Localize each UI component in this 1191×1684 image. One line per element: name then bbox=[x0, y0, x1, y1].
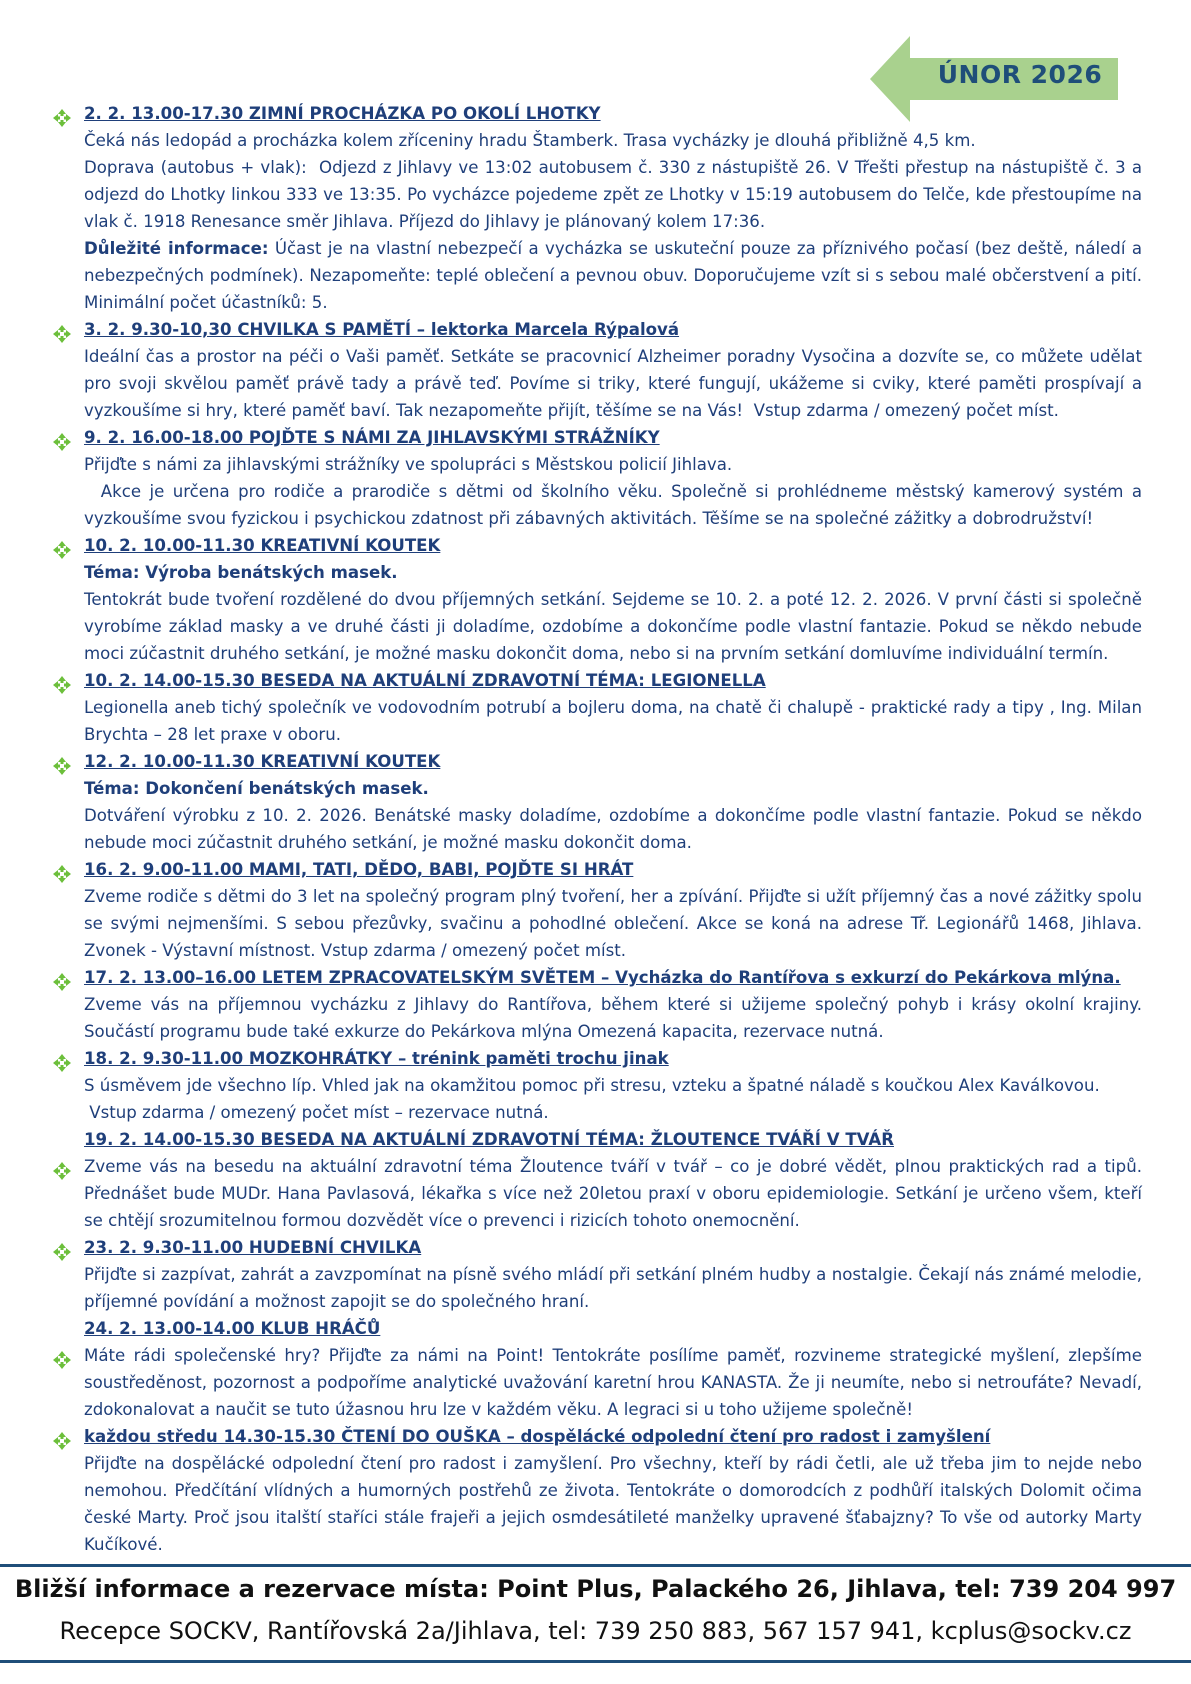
event-item bbox=[52, 532, 1148, 667]
footer-contact-secondary: Recepce SOCKV, Rantířovská 2a/Jihlava, tel: 739 250 883, 567 157 941, kcplus@sockv.cz bbox=[59, 1617, 1132, 1645]
event-description: Přijďte si zazpívat, zahrát a zavzpomínat na písně svého mládí při setkání plném hudby a nostalgie. Čekají nás známé melodie, příjemné povídání a možnost zapojit se do společného hraní. bbox=[84, 1265, 1148, 1311]
month-label: ÚNOR 2026 bbox=[937, 60, 1103, 89]
event-title: 18. 2. 9.30-11.00 MOZKOHRÁTKY – trénink paměti trochu jinak bbox=[84, 1049, 669, 1068]
recycle-arrows-icon bbox=[52, 1350, 72, 1370]
footer-bottom-divider bbox=[0, 1660, 1191, 1663]
event-description: Máte rádi společenské hry? Přijďte za námi na Point! Tentokráte posílíme paměť, rozvineme strategické myšlení, zlepšíme soustředěnost, pozornost a podpoříme analytické uvažování karetní hrou KANASTA. Že ji neumíte, nebo si netroufáte? Nevadí, zdokonalovat a naučit se tuto úžasnou hru lze v každém věku. A legraci si u toho užijeme společně! bbox=[84, 1346, 1148, 1419]
event-item bbox=[52, 856, 1148, 964]
event-description: Dotváření výrobku z 10. 2. 2026. Benátské masky doladíme, ozdobíme a dokončíme podle vlastní fantazie. Pokud se někdo nebude moci zúčastnit druhého setkání, je možné masku dokončit doma. bbox=[84, 806, 1148, 852]
event-item bbox=[52, 1423, 1148, 1558]
event-description: Čeká nás ledopád a procházka kolem zříceniny hradu Štamberk. Trasa vycházky je dlouhá přibližně 4,5 km. bbox=[84, 131, 976, 150]
event-description: Zveme rodiče s dětmi do 3 let na společný program plný tvoření, her a zpívání. Přijďte si užít příjemný čas a nové zážitky spolu se svými nejmenšími. S sebou přezůvky, svačinu a pohodlné oblečení. Akce se koná na adrese Tř. Legionářů 1468, Jihlava. Zvonek - Výstavní místnost. Vstup zdarma / omezený počet míst. bbox=[84, 887, 1148, 960]
event-description: Přijďte s námi za jihlavskými strážníky ve spolupráci s Městskou policií Jihlava. bbox=[84, 455, 733, 474]
event-item bbox=[52, 1234, 1148, 1315]
event-title: 10. 2. 10.00-11.30 KREATIVNÍ KOUTEK bbox=[84, 536, 441, 555]
events-list bbox=[52, 100, 1148, 1558]
event-topic: Téma: Výroba benátských masek. bbox=[84, 563, 398, 582]
event-title: 16. 2. 9.00-11.00 MAMI, TATI, DĚDO, BABI, POJĎTE SI HRÁT bbox=[84, 860, 634, 879]
event-title: 10. 2. 14.00-15.30 BESEDA NA AKTUÁLNÍ ZDRAVOTNÍ TÉMA: LEGIONELLA bbox=[84, 671, 766, 690]
event-title: každou středu 14.30-15.30 ČTENÍ DO OUŠKA – dospělácké odpolední čtení pro radost i zamyšlení bbox=[84, 1427, 991, 1446]
event-title: 9. 2. 16.00-18.00 POJĎTE S NÁMI ZA JIHLAVSKÝMI STRÁŽNÍKY bbox=[84, 428, 660, 447]
recycle-arrows-icon bbox=[52, 1242, 72, 1262]
event-item bbox=[52, 1126, 1148, 1234]
recycle-arrows-icon bbox=[52, 108, 72, 128]
event-description: Tentokrát bude tvoření rozdělené do dvou příjemných setkání. Sejdeme se 10. 2. a poté 12. 2. 2026. V první části si společně vyrobíme základ masky a ve druhé části ji doladíme, ozdobíme a dokončíme podle vlastní fantazie. Pokud se někdo nebude moci zúčastnit druhého setkání, je možné masku dokončit doma, nebo si na prvním setkání domluvíme individuální termín. bbox=[84, 590, 1148, 663]
event-item bbox=[52, 1045, 1142, 1126]
recycle-arrows-icon bbox=[52, 675, 72, 695]
event-description: Vstup zdarma / omezený počet míst – rezervace nutná. bbox=[84, 1103, 549, 1122]
event-description: Zveme vás na příjemnou vycházku z Jihlavy do Rantířova, během které si užijeme společný pohyb i krásy okolní krajiny. Součástí programu bude také exkurze do Pekárkova mlýna Omezená kapacita, rezervace nutná. bbox=[84, 995, 1148, 1041]
recycle-arrows-icon bbox=[52, 864, 72, 884]
event-title: 3. 2. 9.30-10,30 CHVILKA S PAMĚTÍ – lektorka Marcela Rýpalová bbox=[84, 320, 680, 339]
recycle-arrows-icon bbox=[52, 1161, 72, 1181]
important-info-text: Účast je na vlastní nebezpečí a vycházka se uskuteční pouze za příznivého počasí (bez deště, náledí a nebezpečných podmínek). Nezapomeňte: teplé oblečení a pevnou obuv. Doporučujeme vzít si s sebou malé občerstvení a pití. Minimální počet účastníků: 5. bbox=[84, 239, 1143, 312]
event-item bbox=[52, 424, 1148, 532]
event-title: 12. 2. 10.00-11.30 KREATIVNÍ KOUTEK bbox=[84, 752, 441, 771]
event-description: Přijďte na dospělácké odpolední čtení pro radost i zamyšlení. Pro všechny, kteří by rádi četli, ale už třeba jim to nejde nebo nemohou. Předčítání vlídných a humorných postřehů ze života. Tentokráte o domorodcích z podhůří italských Dolomit očima české Marty. Proč jsou italští staříci stále frajeři a jejich osmdesátileté manželky upravené šťabajzny? To vše od autorky Marty Kučíkové. bbox=[84, 1454, 1148, 1554]
footer-contact-primary: Bližší informace a rezervace místa: Point Plus, Palackého 26, Jihlava, tel: 739 204 997 bbox=[14, 1575, 1177, 1603]
recycle-arrows-icon bbox=[52, 324, 72, 344]
recycle-arrows-icon bbox=[52, 756, 72, 776]
important-info-label: Důležité informace: bbox=[84, 239, 269, 258]
event-title: 23. 2. 9.30-11.00 HUDEBNÍ CHVILKA bbox=[84, 1238, 422, 1257]
event-item bbox=[52, 100, 1148, 316]
event-description: Legionella aneb tichý společník ve vodovodním potrubí a bojleru doma, na chatě či chalupě - praktické rady a tipy , Ing. Milan Brychta – 28 let praxe v oboru. bbox=[84, 698, 1148, 744]
event-description: S úsměvem jde všechno líp. Vhled jak na okamžitou pomoc při stresu, vzteku a špatné náladě s koučkou Alex Kaválkovou. bbox=[84, 1076, 1100, 1095]
recycle-arrows-icon bbox=[52, 432, 72, 452]
event-description: Doprava (autobus + vlak): Odjezd z Jihlavy ve 13:02 autobusem č. 330 z nástupiště 26. V Třešti přestup na nástupiště č. 3 a odjezd do Lhotky linkou 333 ve 13:35. Po vycházce pojedeme zpět ze Lhotky v 15:19 autobusem do Telče, kde přestoupíme na vlak č. 1918 Renesance směr Jihlava. Příjezd do Jihlavy je plánovaný kolem 17:36. bbox=[84, 158, 1148, 231]
event-topic: Téma: Dokončení benátských masek. bbox=[84, 779, 429, 798]
recycle-arrows-icon bbox=[52, 1431, 72, 1451]
event-item bbox=[52, 1315, 1148, 1423]
footer-top-divider bbox=[0, 1564, 1191, 1567]
event-description: Ideální čas a prostor na péči o Vaši paměť. Setkáte se pracovnicí Alzheimer poradny Vysočina a dozvíte se, co můžete udělat pro svoji skvělou paměť právě tady a právě teď. Povíme si triky, které fungují, ukážeme si cviky, které paměti prospívají a vyzkoušíme si hry, které paměť baví. Tak nezapomeňte přijít, těšíme se na Vás! Vstup zdarma / omezený počet míst. bbox=[84, 347, 1148, 420]
event-important-info bbox=[84, 235, 1142, 316]
event-title: 24. 2. 13.00-14.00 KLUB HRÁČŮ bbox=[84, 1319, 381, 1338]
recycle-arrows-icon bbox=[52, 972, 72, 992]
event-item bbox=[52, 964, 1148, 1045]
recycle-arrows-icon bbox=[52, 1053, 72, 1073]
event-title: 19. 2. 14.00-15.30 BESEDA NA AKTUÁLNÍ ZDRAVOTNÍ TÉMA: ŽLOUTENCE TVÁŘÍ V TVÁŘ bbox=[84, 1130, 894, 1149]
event-description: Zveme vás na besedu na aktuální zdravotní téma Žloutence tváří v tvář – co je dobré vědět, plnou praktických rad a tipů. Přednášet bude MUDr. Hana Pavlasová, lékařka s více než 20letou praxí v oboru epidemiologie. Setkání je určeno všem, kteří se chtějí srozumitelnou formou dozvědět více o prevenci i rizicích tohoto onemocnění. bbox=[84, 1157, 1148, 1230]
event-item bbox=[52, 748, 1148, 856]
event-item bbox=[52, 316, 1148, 424]
recycle-arrows-icon bbox=[52, 540, 72, 560]
event-description: Akce je určena pro rodiče a prarodiče s dětmi od školního věku. Společně si prohlédneme městský kamerový systém a vyzkoušíme svou fyzickou i psychickou zdatnost při zábavných aktivitách. Těšíme se na společné zážitky a dobrodružství! bbox=[84, 482, 1148, 528]
event-title: 2. 2. 13.00-17.30 ZIMNÍ PROCHÁZKA PO OKOLÍ LHOTKY bbox=[84, 104, 601, 123]
event-item bbox=[52, 667, 1148, 748]
event-title: 17. 2. 13.00–16.00 LETEM ZPRACOVATELSKÝM SVĚTEM – Vycházka do Rantířova s exkurzí do Pekárkova mlýna. bbox=[84, 968, 1121, 987]
